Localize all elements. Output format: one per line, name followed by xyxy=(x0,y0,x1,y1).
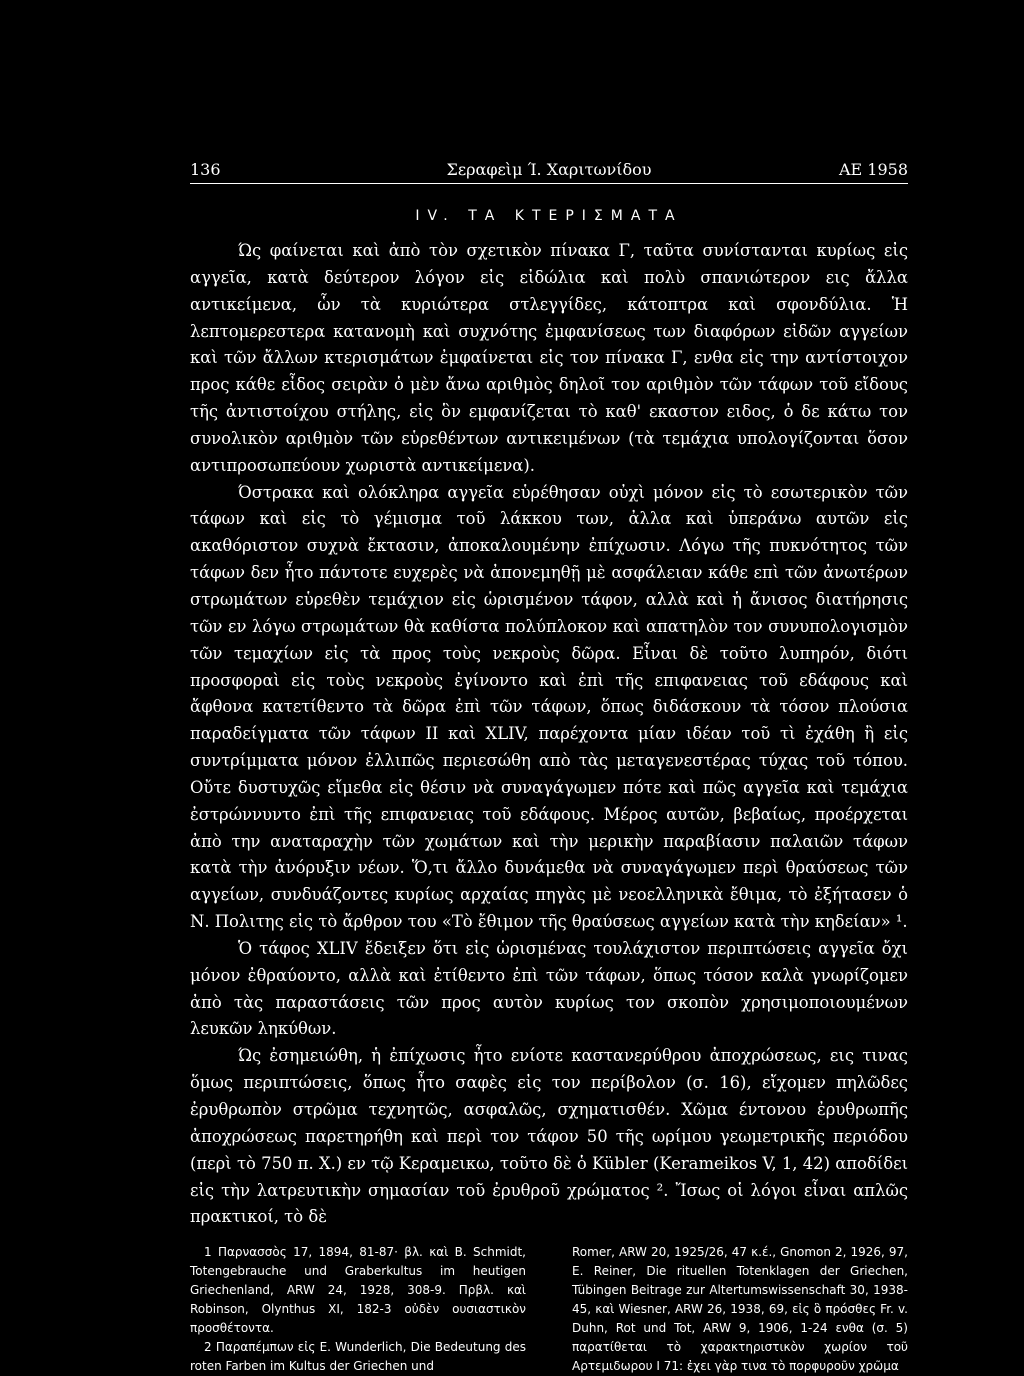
footnotes-left-column xyxy=(190,1243,526,1376)
header-rule xyxy=(190,183,908,184)
page-number: 136 xyxy=(190,160,221,179)
footnotes-right-column xyxy=(572,1243,908,1376)
body-text xyxy=(190,238,908,1231)
running-author: Σεραφεὶμ Ί. Χαριτωνίδου xyxy=(446,160,652,179)
footnote: 1 Παρνασσὸς 17, 1894, 81-87· βλ. καὶ Β. Schmidt, Totengebrauche und Graberkultus im heutigen Griechenland, ARW 24, 1928, 308-9. Πρβλ. καὶ Robinson, Olynthus XI, 182-3 οὐδὲν ουσιαστικὸν προσθέτοντα. xyxy=(190,1245,526,1335)
footnotes xyxy=(190,1243,908,1376)
footnote: 2 Παραπέμπων εἰς E. Wunderlich, Die Bedeutung des roten Farben im Kultus der Griechen und xyxy=(190,1340,526,1373)
running-header xyxy=(190,160,908,180)
paragraph: Όστρακα καὶ ολόκληρα αγγεῖα εὑρέθησαν οὐχὶ μόνον εἰς τὸ εσωτερικὸν τῶν τάφων καὶ εἰς τὸ γέμισμα τοῦ λάκκου των, ἀλλα καὶ ὑπεράνω αυτῶν εἰς ακαθόριστον συχνὰ ἔκτασιν, ἀποκαλουμένην ἐπίχωσιν. Λόγω τῆς πυκνότητος τῶν τάφων δεν ἦτο πάντοτε ευχερὲς νὰ ἀπονεμηθῇ μὲ ασφάλειαν κάθε επὶ τῶν ἀνωτέρων στρωμάτων εὑρεθὲν τεμάχιον εἰς ὡρισμένον τάφον, αλλὰ καὶ ἡ ἄνισος διατήρησις τῶν εν λόγω στρωμάτων θὰ καθίστα πολύπλοκον καὶ απατηλὸν τον συνυπολογισμὸν τῶν τεμαχίων εἰς τὰ προς τοὺς νεκροὺς δῶρα. Εἶναι δὲ τοῦτο λυπηρόν, διότι προσφοραὶ εἰς τοὺς νεκροὺς ἐγίνοντο καὶ ἐπὶ τῆς επιφανειας τοῦ εδάφους καὶ ἄφθονα κατετίθεντο τὰ δῶρα ἐπὶ τῶν τάφων, ὅπως διδάσκουν τὰ τόσον πλούσια παραδείγματα τῶν τάφων II καὶ XLIV, παρέχοντα μίαν ιδέαν τοῦ τὶ ἐχάθη ἢ εἰς συντρίμματα μόνον ἐλλιπῶς περιεσώθη απὸ τὰς μεταγενεστέρας τύχας τοῦ τόπου. Οὔτε δυστυχῶς εἴμεθα εἰς θέσιν νὰ συναγάγωμεν πότε καὶ πῶς αγγεῖα καὶ τεμάχια ἐστρώννυντο ἐπὶ τῆς επιφανειας τοῦ εδάφους. Μέρος αυτῶν, βεβαίως, προέρχεται ἀπὸ την αναταραχὴν τῶν χωμάτων καὶ τὴν μερικὴν παραβίασιν παλαιῶν τάφων κατὰ τὴν ἀνόρυξιν νέων. Ὅ,τι ἄλλο δυνάμεθα νὰ συναγάγωμεν περὶ θραύσεως τῶν αγγείων, συνδυάζοντες κυρίως αρχαίας πηγὰς μὲ νεοελληνικὰ ἔθιμα, τὸ ἐξήτασεν ὁ Ν. Πολιτης εἰς τὸ ἄρθρον του «Τὸ ἔθιμον τῆς θραύσεως αγγείων κατὰ τὴν κηδείαν» ¹. xyxy=(190,482,908,932)
paragraph: Ώς φαίνεται καὶ ἀπὸ τὸν σχετικὸν πίνακα Γ, ταῦτα συνίστανται κυρίως εἰς αγγεῖα, κατὰ δεύτερον λόγον εἰς εἰδώλια καὶ πολὺ σπανιώτερον εις ἄλλα αντικείμενα, ὧν τὰ κυριώτερα στλεγγίδες, κάτοπτρα καὶ σφονδύλια. Ἡ λεπτομερεστερα κατανομὴ καὶ συχνότης ἐμφανίσεως των διαφόρων εἰδῶν αγγείων καὶ τῶν ἄλλων κτερισμάτων ἐμφαίνεται εἰς τον πίνακα Γ, ενθα εἰς την αντίστοιχον προς κάθε εἶδος σειρὰν ὁ μὲν ἄνω αριθμὸς δηλοῖ τον αριθμὸν τῶν τάφων τοῦ εἴδους τῆς ἀντιστοίχου στήλης, εἰς ὃν εμφανίζεται τὸ καθ' εκαστον ειδος, ὁ δε κάτω τον συνολικὸν αριθμὸν τῶν εὑρεθέντων αντικειμένων (τὰ τεμάχια υπολογίζονται ὅσον αντιπροσωπεύουν χωριστὰ αντικείμενα). xyxy=(190,241,908,475)
footnote-continuation: Romer, ARW 20, 1925/26, 47 κ.έ., Gnomon 2, 1926, 97, E. Reiner, Die rituellen Totenklagen der Griechen, Tübingen Beitrage zur Altertumswissenschaft 30, 1938-45, καὶ Wiesner, ARW 26, 1938, 69, εἰς ὃ πρόσθες Fr. v. Duhn, Rot und Tot, ARW 9, 1906, 1-24 ενθα (σ. 5) παρατίθεται τὸ χαρακτηριστικὸν χωρίον τοῦ Αρτεμιδωρου Ι 71: ἐχει γὰρ τινα τὸ πορφυροῦν χρῶμα xyxy=(572,1245,908,1373)
paragraph: Ὁ τάφος XLIV ἔδειξεν ὅτι εἰς ὡρισμένας τουλάχιστον περιπτώσεις αγγεῖα ὄχι μόνον ἐθραύοντο, αλλὰ καὶ ἐτίθεντο ἐπὶ τῶν τάφων, ὅπως τόσον καλὰ γνωρίζομεν ἀπὸ τὰς παραστάσεις τῶν προς αυτὸν κυρίως τον σκοπὸν χρησιμοποιουμένων λευκῶν ληκύθων. xyxy=(190,938,908,1039)
journal-reference: ΑΕ 1958 xyxy=(838,160,908,179)
section-title: IV. ΤΑ ΚΤΕΡΙΣΜΑΤΑ xyxy=(415,208,683,224)
paragraph: Ώς ἐσημειώθη, ἡ ἐπίχωσις ἦτο ενίοτε καστανερύθρου ἀποχρώσεως, εις τινας ὅμως περιπτώσεις, ὅπως ἦτο σαφὲς εἰς τον περίβολον (σ. 16), εἴχομεν πηλῶδες ἐρυθρωπὸν στρῶμα τεχνητῶς, ασφαλῶς, σχηματισθέν. Χῶμα έντονου ἐρυθρωπῆς ἀποχρώσεως παρετηρήθη καὶ περὶ τον τάφον 50 τῆς ωρίμου γεωμετρικῆς περιόδου (περὶ τὸ 750 π. Χ.) εν τῷ Κεραμεικω, τοῦτο δὲ ὁ Kübler (Kerameikos V, 1, 42) αποδίδει εἰς τὴν λατρευτικὴν σημασίαν τοῦ ἐρυθροῦ χρώματος ². Ἴσως οἱ λόγοι εἶναι απλῶς πρακτικοί, τὸ δὲ xyxy=(190,1046,908,1227)
